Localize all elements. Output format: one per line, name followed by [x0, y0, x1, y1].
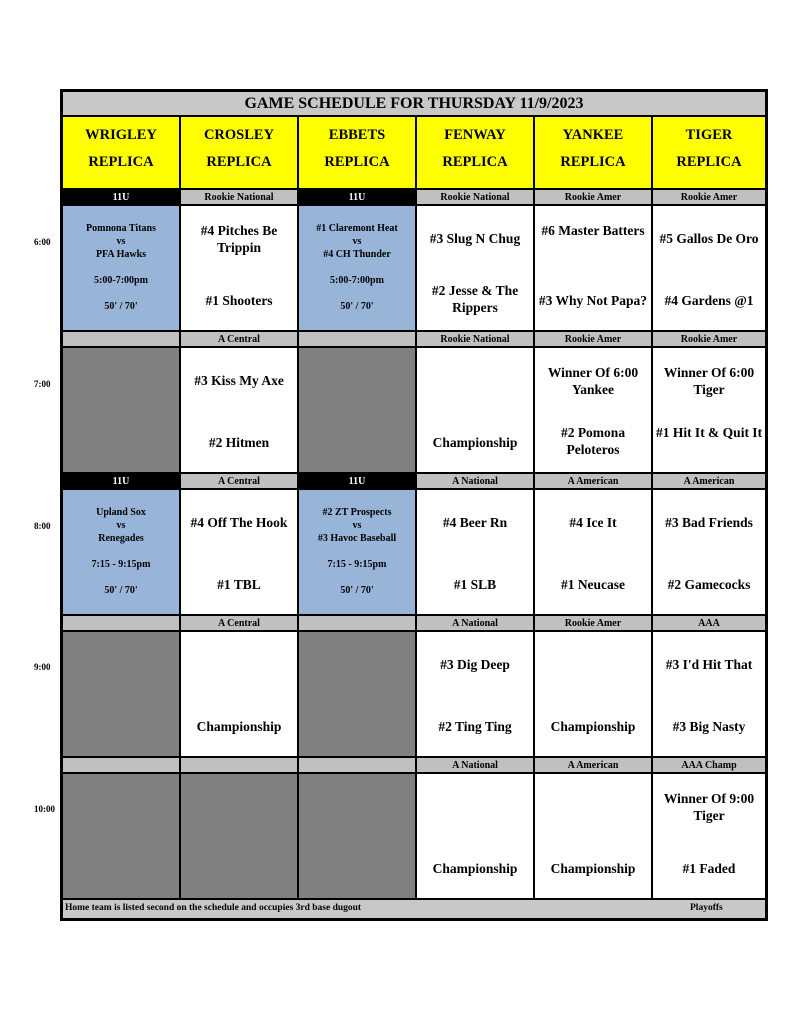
time-label: 10:00	[34, 804, 55, 814]
reserved-line: vs	[116, 520, 126, 531]
division-label: 11U	[62, 473, 180, 489]
division-label	[298, 331, 416, 347]
division-label: A American	[534, 757, 652, 773]
division-label	[298, 615, 416, 631]
home-team: #1 Faded	[682, 861, 736, 876]
reserved-line: #3 Havoc Baseball	[317, 533, 397, 544]
home-team: Championship	[432, 861, 518, 876]
empty-slot	[62, 347, 180, 473]
game-slot	[652, 205, 766, 331]
home-team: #2 Pomona Peloteros	[560, 425, 626, 457]
division-label: Rookie National	[416, 331, 534, 347]
game-slot	[416, 205, 534, 331]
away-team: #3 Slug N Chug	[429, 231, 521, 246]
home-team: Championship	[550, 861, 636, 876]
game-slot	[534, 347, 652, 473]
time-label: 7:00	[34, 379, 51, 389]
field-header-yankee	[534, 116, 652, 189]
home-team: #2 Hitmen	[208, 435, 270, 450]
home-team-note: Home team is listed second on the schedule and occupies 3rd base dugout	[65, 903, 362, 913]
game-schedule-table	[60, 89, 768, 921]
game-slot	[534, 489, 652, 615]
game-slot	[180, 347, 298, 473]
division-label: 11U	[298, 189, 416, 205]
field-header-crosley	[180, 116, 298, 189]
reserved-line: #4 CH Thunder	[323, 249, 391, 260]
empty-slot	[298, 773, 416, 899]
reserved-game	[298, 205, 416, 331]
reserved-line: 7:15 - 9:15pm	[327, 559, 387, 570]
field-name: CROSLEY	[203, 127, 275, 143]
division-label: Rookie National	[416, 189, 534, 205]
game-slot	[416, 631, 534, 757]
away-team: #4 Pitches Be Trippin	[200, 223, 278, 255]
division-label	[62, 331, 180, 347]
home-team: #1 TBL	[217, 577, 261, 592]
time-label: 8:00	[34, 521, 51, 531]
away-team: #3 Kiss My Axe	[194, 373, 284, 388]
reserved-line: 5:00-7:00pm	[330, 275, 384, 286]
game-slot	[534, 631, 652, 757]
field-header-fenway	[416, 116, 534, 189]
away-team: #3 Dig Deep	[440, 657, 510, 672]
reserved-line: 50' / 70'	[340, 301, 374, 312]
division-label: 11U	[298, 473, 416, 489]
home-team: Championship	[550, 719, 636, 734]
game-slot	[416, 489, 534, 615]
reserved-line: 50' / 70'	[104, 585, 138, 596]
field-name: TIGER	[685, 127, 733, 143]
division-label: Rookie Amer	[534, 189, 652, 205]
home-team: #4 Gardens @1	[664, 293, 754, 308]
division-label: AAA	[652, 615, 766, 631]
game-slot	[652, 773, 766, 899]
game-slot	[180, 205, 298, 331]
home-team: #2 Gamecocks	[667, 577, 751, 592]
reserved-line: vs	[352, 236, 362, 247]
division-label: A American	[652, 473, 766, 489]
away-team: Winner Of 6:00 Tiger	[663, 365, 755, 397]
field-type: REPLICA	[88, 154, 154, 170]
empty-slot	[62, 773, 180, 899]
division-label	[62, 757, 180, 773]
away-team: #4 Beer Rn	[442, 515, 508, 530]
field-type: REPLICA	[676, 154, 742, 170]
reserved-line: Renegades	[98, 533, 144, 544]
playoffs-label: Playoffs	[690, 903, 723, 913]
division-label: A Central	[180, 615, 298, 631]
division-label: Rookie Amer	[534, 331, 652, 347]
time-label: 6:00	[34, 237, 51, 247]
home-team: #2 Jesse & The Rippers	[431, 283, 519, 315]
away-team: #4 Off The Hook	[190, 515, 288, 530]
field-name: EBBETS	[328, 127, 386, 143]
reserved-game	[298, 489, 416, 615]
field-name: WRIGLEY	[85, 127, 157, 143]
away-team: Winner Of 6:00 Yankee	[547, 365, 639, 397]
field-header-wrigley	[62, 116, 180, 189]
home-team: #1 Shooters	[205, 293, 273, 308]
division-label: A National	[416, 615, 534, 631]
game-slot	[652, 347, 766, 473]
game-slot	[416, 773, 534, 899]
division-label	[62, 615, 180, 631]
home-team: Championship	[432, 435, 518, 450]
reserved-game	[62, 489, 180, 615]
away-team: #5 Gallos De Oro	[659, 231, 759, 246]
schedule-title: GAME SCHEDULE FOR THURSDAY 11/9/2023	[62, 91, 766, 116]
game-slot	[534, 205, 652, 331]
division-label: A National	[416, 473, 534, 489]
field-type: REPLICA	[442, 154, 508, 170]
division-label: Rookie Amer	[534, 615, 652, 631]
division-label	[298, 757, 416, 773]
empty-slot	[180, 773, 298, 899]
home-team: #2 Ting Ting	[438, 719, 512, 734]
reserved-line: PFA Hawks	[95, 249, 147, 260]
home-team: #3 Big Nasty	[672, 719, 746, 734]
time-label: 9:00	[34, 662, 51, 672]
reserved-line: 7:15 - 9:15pm	[91, 559, 151, 570]
division-label	[180, 757, 298, 773]
field-type: REPLICA	[560, 154, 626, 170]
home-team: #1 Hit It & Quit It	[655, 425, 763, 440]
empty-slot	[298, 347, 416, 473]
away-team: #6 Master Batters	[541, 223, 645, 238]
division-label: A Central	[180, 473, 298, 489]
field-type: REPLICA	[206, 154, 272, 170]
game-slot	[534, 773, 652, 899]
division-label: A Central	[180, 331, 298, 347]
reserved-line: #2 ZT Prospects	[322, 507, 392, 518]
reserved-line: 5:00-7:00pm	[94, 275, 148, 286]
home-team: #3 Why Not Papa?	[538, 293, 648, 308]
home-team: #1 SLB	[453, 577, 497, 592]
field-type: REPLICA	[324, 154, 390, 170]
footer-row	[62, 899, 766, 919]
game-slot	[652, 631, 766, 757]
game-slot	[652, 489, 766, 615]
division-label: Rookie Amer	[652, 189, 766, 205]
home-team: #1 Neucase	[560, 577, 626, 592]
reserved-line: Pomnona Titans	[86, 223, 156, 234]
field-name: FENWAY	[444, 127, 506, 143]
away-team: #3 I'd Hit That	[665, 657, 753, 672]
away-team: Winner Of 9:00 Tiger	[663, 791, 755, 823]
reserved-line: 50' / 70'	[340, 585, 374, 596]
home-team: Championship	[196, 719, 282, 734]
game-slot	[416, 347, 534, 473]
game-slot	[180, 631, 298, 757]
game-slot	[180, 489, 298, 615]
division-label: 11U	[62, 189, 180, 205]
division-label: Rookie Amer	[652, 331, 766, 347]
away-team: #3 Bad Friends	[665, 515, 753, 530]
empty-slot	[298, 631, 416, 757]
field-name: YANKEE	[562, 127, 624, 143]
reserved-line: vs	[116, 236, 126, 247]
empty-slot	[62, 631, 180, 757]
away-team: #4 Ice It	[569, 515, 617, 530]
reserved-line: Upland Sox	[96, 507, 146, 518]
reserved-line: vs	[352, 520, 362, 531]
division-label: A American	[534, 473, 652, 489]
reserved-line: #1 Claremont Heat	[316, 223, 398, 234]
division-label: Rookie National	[180, 189, 298, 205]
field-header-tiger	[652, 116, 766, 189]
division-label: A National	[416, 757, 534, 773]
division-label: AAA Champ	[652, 757, 766, 773]
reserved-line: 50' / 70'	[104, 301, 138, 312]
field-header-ebbets	[298, 116, 416, 189]
reserved-game	[62, 205, 180, 331]
